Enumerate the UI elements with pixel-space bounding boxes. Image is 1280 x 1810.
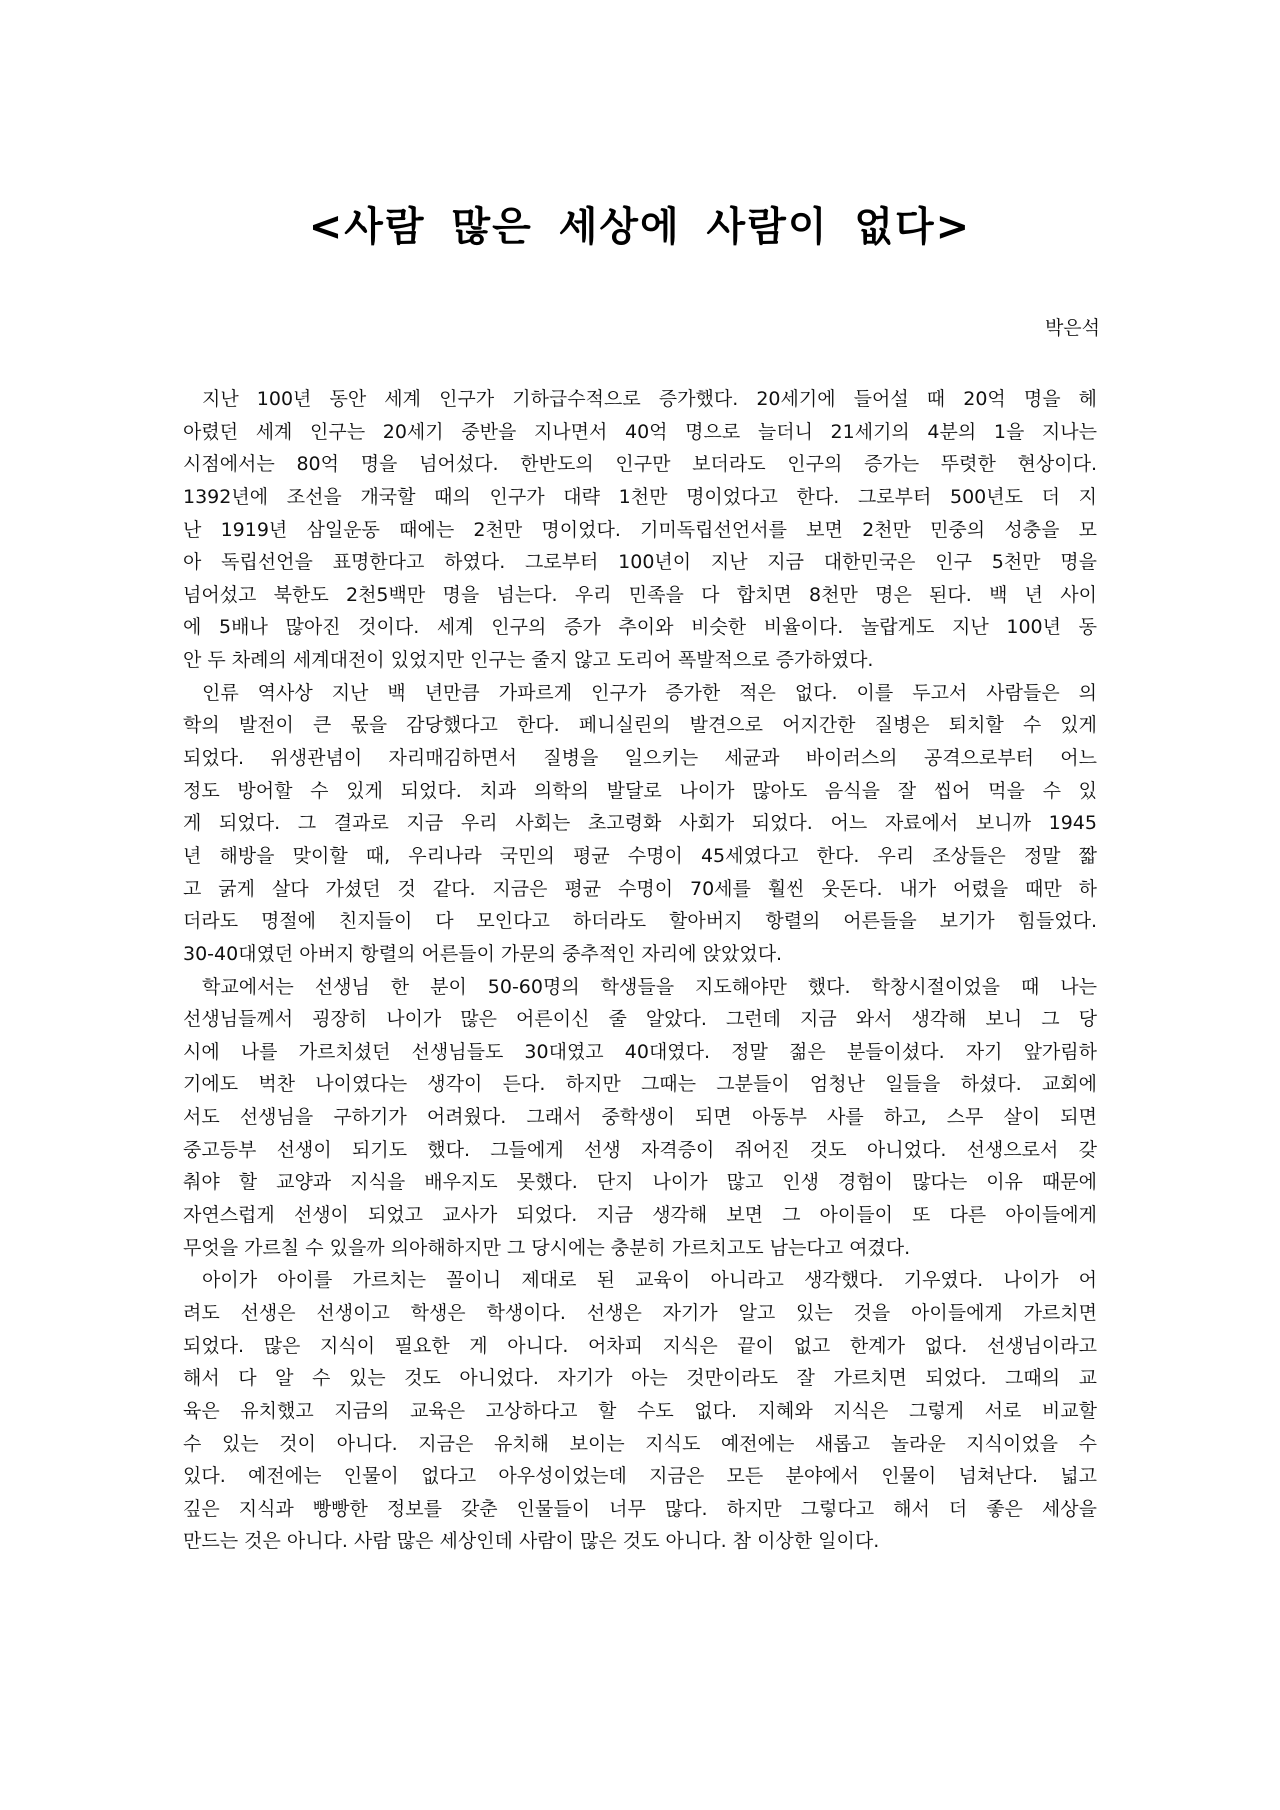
text-line: 만드는 것은 아니다. 사람 많은 세상인데 사람이 많은 것도 아니다. 참 이상한 일이다. (183, 1530, 880, 1553)
text-line: 있다. 예전에는 인물이 없다고 아우성이었는데 지금은 모든 분야에서 인물이 넘쳐난다. 넓고 (183, 1465, 1097, 1488)
text-line: 게 되었다. 그 결과로 지금 우리 사회는 초고령화 사회가 되었다. 어느 자료에서 보니까 1945 (183, 812, 1097, 835)
text-line: 1392년에 조선을 개국할 때의 인구가 대략 1천만 명이었다고 한다. 그로부터 500년도 더 지 (183, 485, 1097, 508)
document-body (183, 383, 1097, 1558)
text-line: 지난 100년 동안 세계 인구가 기하급수적으로 증가했다. 20세기에 들어설 때 20억 명을 헤 (202, 388, 1097, 410)
text-line: 중고등부 선생이 되기도 했다. 그들에게 선생 자격증이 쥐어진 것도 아니었다. 선생으로서 갖 (183, 1138, 1097, 1161)
text-line: 학의 발전이 큰 몫을 감당했다고 한다. 페니실린의 발견으로 어지간한 질병은 퇴치할 수 있게 (183, 714, 1097, 737)
text-line: 아 독립선언을 표명한다고 하였다. 그로부터 100년이 지난 지금 대한민국은 인구 5천만 명을 (183, 551, 1097, 574)
text-line: 깊은 지식과 빵빵한 정보를 갖춘 인물들이 너무 많다. 하지만 그렇다고 해서 더 좋은 세상을 (183, 1497, 1097, 1520)
text-line: 려도 선생은 선생이고 학생은 학생이다. 선생은 자기가 알고 있는 것을 아이들에게 가르치면 (183, 1301, 1097, 1324)
text-line: 시점에서는 80억 명을 넘어섰다. 한반도의 인구만 보더라도 인구의 증가는 뚜렷한 현상이다. (183, 453, 1097, 476)
paragraph-2 (183, 677, 1097, 971)
text-line: 시에 나를 가르치셨던 선생님들도 30대였고 40대였다. 정말 젊은 분들이셨다. 자기 앞가림하 (183, 1040, 1097, 1063)
text-line: 안 두 차례의 세계대전이 있었지만 인구는 줄지 않고 도리어 폭발적으로 증가하였다. (183, 649, 874, 672)
text-line: 난 1919년 삼일운동 때에는 2천만 명이었다. 기미독립선언서를 보면 2천만 민중의 성충을 모 (183, 518, 1097, 541)
text-line: 정도 방어할 수 있게 되었다. 치과 의학의 발달로 나이가 많아도 음식을 잘 씹어 먹을 수 있 (183, 779, 1097, 802)
paragraph-1 (183, 383, 1097, 677)
text-line: 자연스럽게 선생이 되었고 교사가 되었다. 지금 생각해 보면 그 아이들이 또 다른 아이들에게 (183, 1204, 1097, 1227)
paragraph-3 (183, 971, 1097, 1265)
text-line: 아렸던 세계 인구는 20세기 중반을 지나면서 40억 명으로 늘더니 21세기의 4분의 1을 지나는 (183, 420, 1097, 443)
text-line: 되었다. 위생관념이 자리매김하면서 질병을 일으키는 세균과 바이러스의 공격으로부터 어느 (183, 747, 1097, 770)
text-line: 선생님들께서 굉장히 나이가 많은 어른이신 줄 알았다. 그런데 지금 와서 생각해 보니 그 당 (183, 1008, 1097, 1031)
text-line: 해서 다 알 수 있는 것도 아니었다. 자기가 아는 것만이라도 잘 가르치면 되었다. 그때의 교 (183, 1367, 1097, 1390)
text-line: 무엇을 가르칠 수 있을까 의아해하지만 그 당시에는 충분히 가르치고도 남는다고 여겼다. (183, 1236, 911, 1259)
text-line: 학교에서는 선생님 한 분이 50-60명의 학생들을 지도해야만 했다. 학창시절이었을 때 나는 (202, 975, 1097, 998)
text-line: 년 해방을 맞이할 때, 우리나라 국민의 평균 수명이 45세였다고 한다. 우리 조상들은 정말 짧 (183, 844, 1097, 867)
text-line: 기에도 벅찬 나이였다는 생각이 든다. 하지만 그때는 그분들이 엄청난 일들을 하셨다. 교회에 (183, 1073, 1097, 1096)
paragraph-4 (183, 1264, 1097, 1558)
text-line: 인류 역사상 지난 백 년만큼 가파르게 인구가 증가한 적은 없다. 이를 두고서 사람들은 의 (202, 681, 1097, 704)
text-line: 넘어섰고 북한도 2천5백만 명을 넘는다. 우리 민족을 다 합치면 8천만 명은 된다. 백 년 사이 (183, 583, 1097, 606)
text-line: 육은 유치했고 지금의 교육은 고상하다고 할 수도 없다. 지혜와 지식은 그렇게 서로 비교할 (183, 1399, 1097, 1422)
document-title: <사람 많은 세상에 사람이 없다> (308, 204, 972, 250)
text-line: 아이가 아이를 가르치는 꼴이니 제대로 된 교육이 아니라고 생각했다. 기우였다. 나이가 어 (202, 1269, 1097, 1292)
text-line: 되었다. 많은 지식이 필요한 게 아니다. 어차피 지식은 끝이 없고 한계가 없다. 선생님이라고 (183, 1334, 1097, 1357)
text-line: 더라도 명절에 친지들이 다 모인다고 하더라도 할아버지 항렬의 어른들을 보기가 힘들었다. (183, 910, 1097, 933)
text-line: 고 굵게 살다 가셨던 것 같다. 지금은 평균 수명이 70세를 훨씬 웃돈다. 내가 어렸을 때만 하 (183, 877, 1097, 900)
text-line: 수 있는 것이 아니다. 지금은 유치해 보이는 지식도 예전에는 새롭고 놀라운 지식이었을 수 (183, 1432, 1097, 1455)
author-name: 박은석 (1044, 317, 1100, 339)
text-line: 30-40대였던 아버지 항렬의 어른들이 가문의 중추적인 자리에 앉았었다. (183, 942, 783, 965)
text-line: 서도 선생님을 구하기가 어려웠다. 그래서 중학생이 되면 아동부 사를 하고, 스무 살이 되면 (183, 1106, 1097, 1129)
text-line: 춰야 할 교양과 지식을 배우지도 못했다. 단지 나이가 많고 인생 경험이 많다는 이유 때문에 (183, 1171, 1097, 1194)
text-line: 에 5배나 많아진 것이다. 세계 인구의 증가 추이와 비슷한 비율이다. 놀랍게도 지난 100년 동 (183, 616, 1097, 639)
